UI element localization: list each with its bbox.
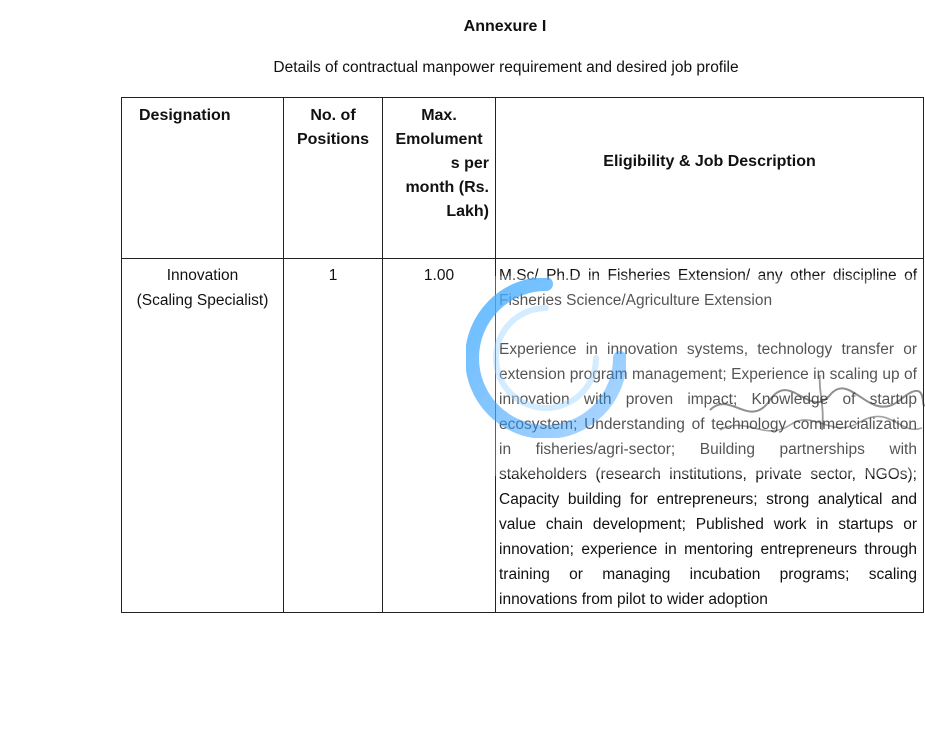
cell-positions <box>284 259 383 613</box>
header-emoluments-line2: Emolument <box>395 131 483 148</box>
header-positions-line2: Positions <box>296 131 369 148</box>
header-designation-label: Designation <box>139 107 231 124</box>
header-emoluments-line4: month (Rs. <box>405 179 489 196</box>
designation-line1: Innovation <box>166 267 239 284</box>
eligibility-qualification: M.Sc/ Ph.D in Fisheries Extension/ any other discipline of Fisheries Science/Agriculture Extension <box>499 267 917 309</box>
header-emoluments-line3: s per <box>450 155 489 172</box>
manpower-table <box>121 97 924 613</box>
designation-line2: (Scaling Specialist) <box>136 292 269 309</box>
document-title: Annexure I <box>463 18 547 35</box>
header-emoluments-line1: Max. <box>421 107 457 124</box>
header-emoluments-line5: Lakh) <box>446 203 489 220</box>
cell-emoluments <box>383 259 496 613</box>
table-row <box>122 259 924 613</box>
document-subtitle: Details of contractual manpower requirement and desired job profile <box>273 59 739 76</box>
cell-eligibility <box>496 259 924 613</box>
positions-value: 1 <box>328 267 338 284</box>
header-positions <box>284 98 383 259</box>
emoluments-value: 1.00 <box>423 267 455 284</box>
header-eligibility-label: Eligibility & Job Description <box>603 153 816 170</box>
eligibility-description: Experience in innovation systems, technology transfer or extension program management; Experience in scaling up of innovation with proven impact; Knowledge of startup ecosystem; Understanding of technology commercialization in fisheries/agri-sector; Building partnerships with stakeholders (research institutions, private sector, NGOs); Capacity building for entrepreneurs; strong analytical and value chain development; Published work in startups or innovation; experience in mentoring entrepreneurs through training or managing incubation programs; scaling innovations from pilot to wider adoption <box>499 341 917 608</box>
header-eligibility <box>496 98 924 259</box>
header-designation <box>122 98 284 259</box>
header-positions-line1: No. of <box>310 107 356 124</box>
header-emoluments <box>383 98 496 259</box>
table-header-row <box>122 98 924 259</box>
cell-designation <box>122 259 284 613</box>
